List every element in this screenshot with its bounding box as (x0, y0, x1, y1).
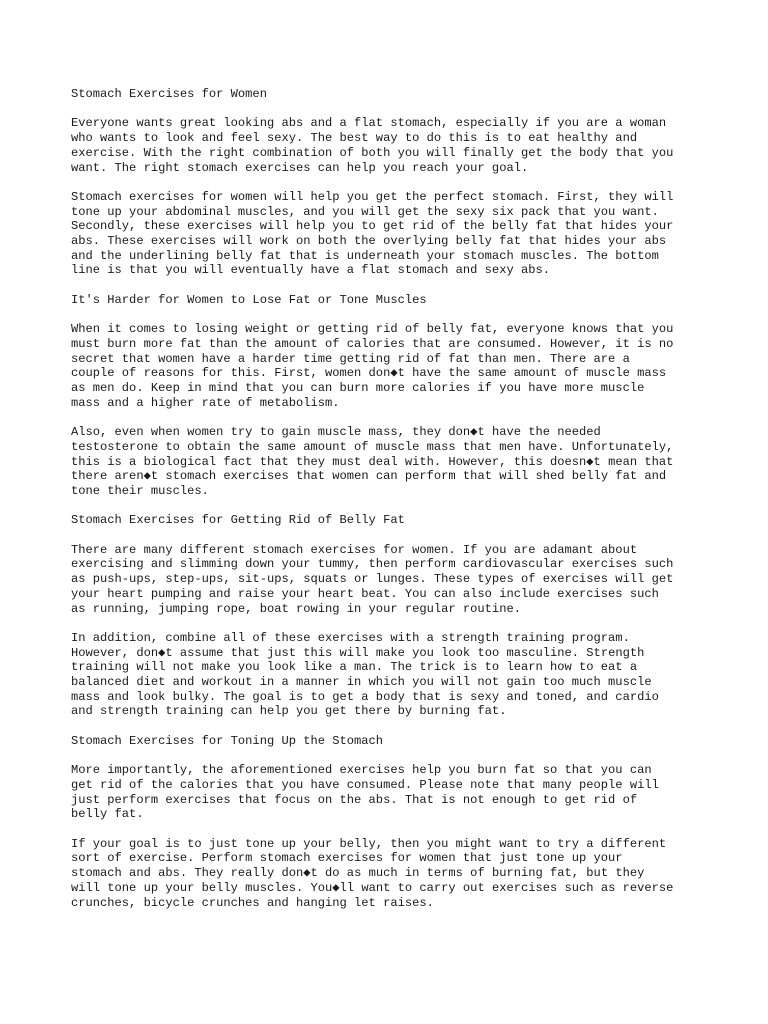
paragraph: Stomach exercises for women will help you get the perfect stomach. First, they will tone up your abdominal muscles, and you will get the sexy six pack that you want. Secondly, these exercises will help you to get rid of the belly fat that hides your abs. These exercises will work on both the overlying belly fat that hides your abs and the underlining belly fat that is underneath your stomach muscles. The bottom line is that you will eventually have a flat stomach and sexy abs. (71, 189, 674, 278)
section-heading: Stomach Exercises for Getting Rid of Belly Fat (71, 513, 405, 528)
document-title: Stomach Exercises for Women (71, 87, 267, 101)
paragraph: In addition, combine all of these exercises with a strength training program. However, don◆t assume that just this will make you look too masculine. Strength training will not make you look like a man. The trick is to learn how to eat a balanced diet and workout in a manner in which you will not gain too much muscle mass and look bulky. The goal is to get a body that is sexy and toned, and cardio and strength training can help you get there by burning fat. (71, 630, 659, 719)
paragraph: Also, even when women try to gain muscle mass, they don◆t have the needed testosterone to obtain the same amount of muscle mass that men have. Unfortunately, this is a biological fact that they must deal with. However, this doesn◆t mean that there aren◆t stomach exercises that women can perform that will shed belly fat and tone their muscles. (71, 425, 674, 498)
paragraph: If your goal is to just tone up your belly, then you might want to try a different sort of exercise. Perform stomach exercises for women that just tone up your stomach and abs. They really don◆t do as much in terms of burning fat, but they will tone up your belly muscles. You◆ll want to carry out exercises such as reverse crunches, bicycle crunches and hanging let raises. (71, 836, 674, 910)
paragraph: More importantly, the aforementioned exercises help you burn fat so that you can get rid of the calories that you have consumed. Please note that many people will just perform exercises that focus on the abs. That is not enough to get rid of belly fat. (71, 763, 659, 822)
paragraph: Everyone wants great looking abs and a flat stomach, especially if you are a woman who wants to look and feel sexy. The best way to do this is to eat healthy and exercise. With the right combination of both you will finally get the body that you want. The right stomach exercises can help you reach your goal. (71, 116, 674, 175)
paragraph: When it comes to losing weight or getting rid of belly fat, everyone knows that you must burn more fat than the amount of calories that are consumed. However, it is no secret that women have a harder time getting rid of fat than men. There are a couple of reasons for this. First, women don◆t have the same amount of muscle mass as men do. Keep in mind that you can burn more calories if you have more muscle mass and a higher rate of metabolism. (71, 322, 674, 410)
section-heading: Stomach Exercises for Toning Up the Stomach (71, 733, 384, 748)
section-heading: It's Harder for Women to Lose Fat or Tone Muscles (71, 292, 427, 307)
document-page (71, 87, 711, 925)
paragraph: There are many different stomach exercises for women. If you are adamant about exercising and slimming down your tummy, then perform cardiovascular exercises such as push-ups, step-ups, sit-ups, squats or lunges. These types of exercises will get your heart pumping and raise your heart beat. You can also include exercises such as running, jumping rope, boat rowing in your regular routine. (71, 542, 674, 616)
